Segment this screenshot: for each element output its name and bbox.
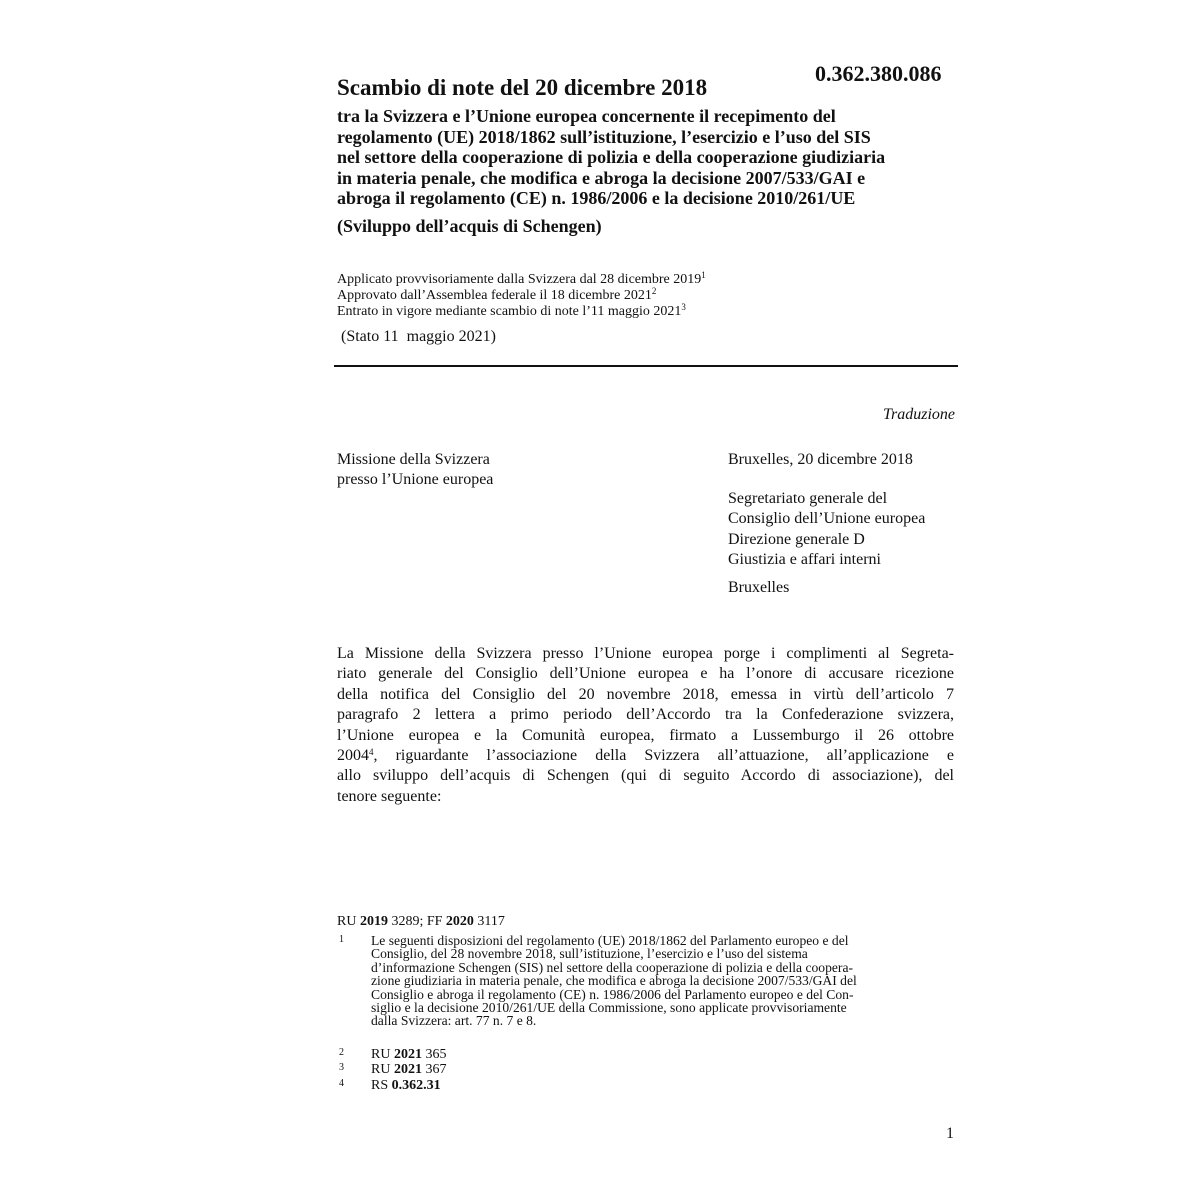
footnote-line: Consiglio, del 28 novembre 2018, sull’istituzione, l’esercizio e l’uso del sistema <box>371 946 808 962</box>
subtitle-line: in materia penale, che modifica e abroga la decisione 2007/533/GAI e <box>337 167 866 188</box>
body-paragraph <box>337 644 954 807</box>
footnote-ref[interactable]: 3 <box>681 302 686 312</box>
recipient-city: Bruxelles <box>728 579 790 596</box>
header-divider <box>334 365 958 367</box>
recipient-line: Giustizia e affari interni <box>728 550 881 568</box>
place-date: Bruxelles, 20 dicembre 2018 <box>728 451 913 468</box>
footnote-line: Consiglio e abroga il regolamento (CE) n. 1986/2006 del Parlamento europeo e del Con- <box>371 986 854 1002</box>
sender-line: presso l’Unione europea <box>337 471 494 488</box>
document-subtitle <box>337 106 885 209</box>
subtitle-line: tra la Svizzera e l’Unione europea concernente il recepimento del <box>337 106 836 126</box>
footnote-line: siglio e la decisione 2010/261/UE della Commissione, sono applicate provvisoriamente <box>371 1000 847 1016</box>
footnote-number: 2 <box>339 1047 344 1058</box>
recipient-line: Consiglio dell’Unione europea <box>728 510 926 528</box>
document-metadata <box>337 272 706 320</box>
schengen-note: (Sviluppo dell’acquis di Schengen) <box>337 216 602 236</box>
body-line: riato generale del Consiglio dell’Unione europea e ha l’onore di accusare ricezione <box>337 665 954 683</box>
applied-line: Applicato provvisoriamente dalla Svizzera dal 28 dicembre 2019$^1$ <box>337 270 706 287</box>
recipient-line: Segretariato generale del <box>728 490 888 507</box>
footnote-number: 3 <box>339 1062 344 1073</box>
body-line: tenore seguente: <box>337 787 442 805</box>
page-number: 1 <box>946 1125 954 1142</box>
sender-line: Missione della Svizzera <box>337 451 490 468</box>
body-line: della notifica del Consiglio del 20 novembre 2018, emessa in virtù dell’articolo 7 <box>337 685 954 703</box>
publication-references: RU 2019 3289; FF 2020 3117 <box>337 914 505 929</box>
body-line: allo sviluppo dell’acquis di Schengen (qui di seguito Accordo di associazione), del <box>337 767 954 785</box>
footnote-number: 1 <box>339 934 344 945</box>
footnote-number: 4 <box>339 1078 344 1089</box>
body-line: La Missione della Svizzera presso l’Unione europea porge i complimenti al Segreta- <box>337 645 954 662</box>
footnote-line: Le seguenti disposizioni del regolamento (UE) 2018/1862 del Parlamento europeo e del <box>371 933 849 948</box>
document-title: Scambio di note del 20 dicembre 2018 <box>337 75 708 100</box>
body-line: paragrafo 2 lettera a primo periodo dell’Accordo tra la Confederazione svizzera, <box>337 706 954 724</box>
subtitle-line: abroga il regolamento (CE) n. 1986/2006 e la decisione 2010/261/UE <box>337 188 856 208</box>
body-line: 2004$^4$, riguardante l’associazione della Svizzera all’attuazione, all’applicazione e <box>337 747 954 765</box>
footnote-line: d’informazione Schengen (SIS) nel settore della cooperazione di polizia e della coopera- <box>371 959 854 975</box>
entered-line: Entrato in vigore mediante scambio di note l’11 maggio 2021$^3$ <box>337 302 686 319</box>
recipient-address <box>728 489 925 570</box>
body-line: l’Unione europea e la Comunità europea, firmato a Lussemburgo il 26 ottobre <box>337 726 954 744</box>
document-number: 0.362.380.086 <box>815 61 942 86</box>
approved-line: Approvato dall’Assemblea federale il 18 dicembre 2021$^2$ <box>337 286 657 303</box>
subtitle-line: nel settore della cooperazione di polizia e della cooperazione giudiziaria <box>337 147 886 167</box>
recipient-line: Direzione generale D <box>728 530 865 548</box>
footnote-1 <box>371 934 857 1028</box>
footnote-line: dalla Svizzera: art. 77 n. 7 e 8. <box>371 1013 537 1029</box>
status-date: (Stato 11 maggio 2021) <box>341 328 496 345</box>
footnote-4: RS 0.362.31 <box>371 1078 441 1093</box>
footnote-3: RU 2021 367 <box>371 1062 447 1077</box>
footnote-ref[interactable]: 1 <box>701 270 706 280</box>
subtitle-line: regolamento (UE) 2018/1862 sull’istituzione, l’esercizio e l’uso del SIS <box>337 126 871 147</box>
translation-label: Traduzione <box>882 406 955 423</box>
footnote-ref[interactable]: 4 <box>369 747 374 758</box>
footnote-2: RU 2021 365 <box>371 1047 447 1062</box>
footnote-ref[interactable]: 2 <box>651 286 657 296</box>
sender-address <box>337 450 493 490</box>
footnote-line: zione giudiziaria in materia penale, che modifica e abroga la decisione 2007/533/GAI del <box>371 973 857 989</box>
